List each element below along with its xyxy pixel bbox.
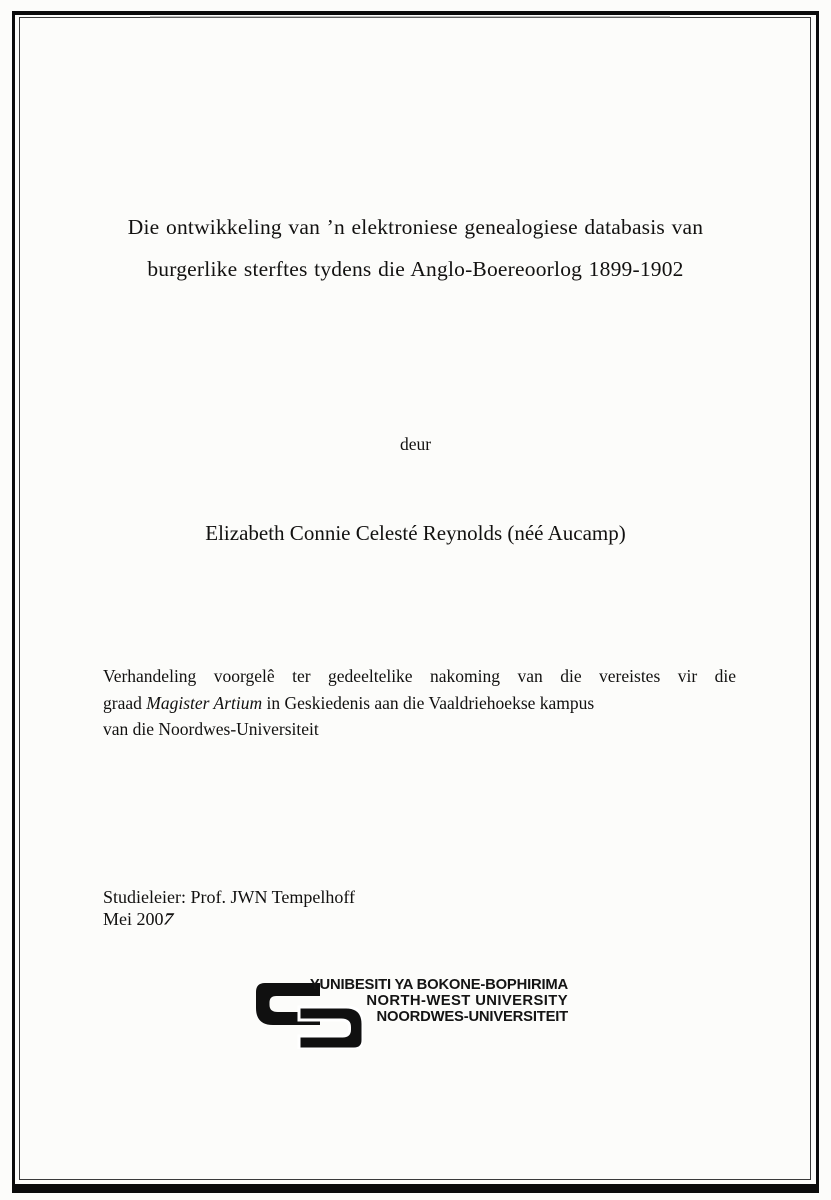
supervisor-line: Studieleier: Prof. JWN Tempelhoff (103, 887, 356, 907)
thesis-title-line2: burgerlike sterftes tydens die Anglo-Boereoorlog 1899-1902 (147, 257, 684, 281)
logo-line-afrikaans: NOORDWES-UNIVERSITEIT (376, 1009, 568, 1026)
author-name: Elizabeth Connie Celesté Reynolds (néé Aucamp) (205, 521, 626, 545)
thesis-title-line1: Die ontwikkeling van ’n elektroniese genealogiese databasis van (127, 215, 704, 239)
statement-line2-pre: graad (103, 692, 147, 713)
submission-statement (103, 663, 736, 743)
degree-name: Magister Artium (146, 692, 263, 713)
thesis-title (40, 206, 791, 290)
statement-line2-post: in Geskiedenis aan die Vaaldriehoekse kampus (262, 692, 595, 713)
statement-line3: van die Noordwes-Universiteit (103, 719, 319, 739)
date-digit: 7 (160, 909, 176, 929)
date-prefix: Mei 200 (103, 909, 164, 929)
statement-line2 (103, 690, 736, 717)
byline-deur: deur (399, 434, 432, 454)
university-logo-text (308, 977, 568, 1026)
logo-line-setswana: YUNIBESITI YA BOKONE-BOPHIRIMA (309, 977, 568, 993)
date-line (103, 908, 176, 930)
scan-smudge (150, 16, 670, 18)
logo-line-english: NORTH-WEST UNIVERSITY (366, 993, 568, 1010)
statement-line1: Verhandeling voorgelê ter gedeeltelike nakoming van die vereistes vir die (103, 666, 736, 686)
